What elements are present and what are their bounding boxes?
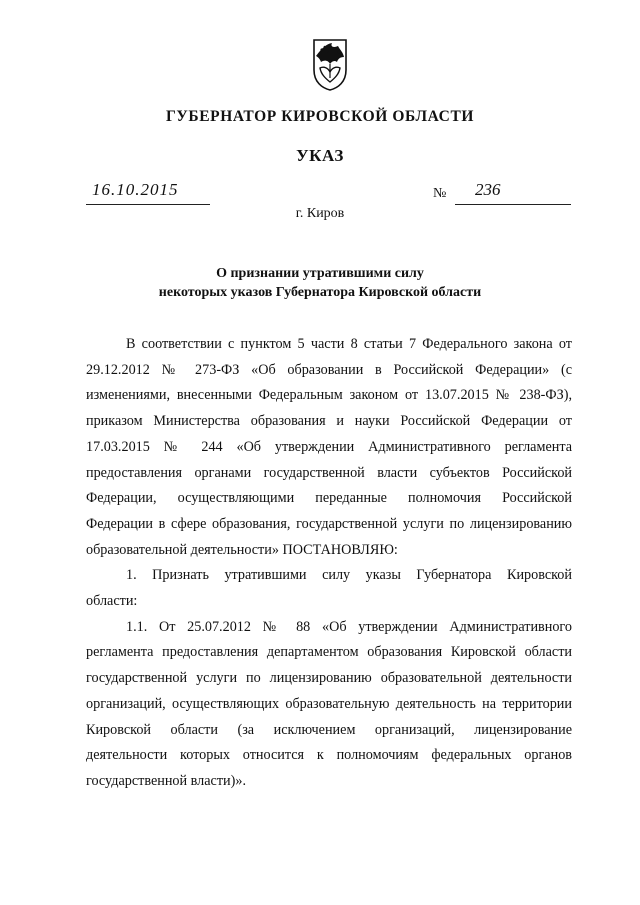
body-line: приказом Министерства образования и науки Российской Федерации от	[86, 413, 572, 430]
body-line: изменениями, внесенными Федеральным законом от 13.07.2015 № 238-ФЗ),	[86, 387, 572, 404]
body-line: 1. Признать утратившими силу указы Губернатора Кировской	[126, 567, 572, 584]
body-line: образовательной деятельности» ПОСТАНОВЛЯЮ:	[86, 541, 398, 558]
body-line: В соответствии с пунктом 5 части 8 статьи 7 Федерального закона от	[126, 336, 572, 352]
body-line: 1.1. От 25.07.2012 № 88 «Об утверждении Административного	[126, 618, 572, 635]
body-line: Федерации в сфере образования, государственной услуги по лицензированию	[86, 515, 572, 532]
decree-date-value: 16.10.2015	[92, 180, 179, 199]
decree-number	[455, 180, 571, 205]
body-line: области:	[86, 593, 138, 610]
body-line: Федерации, осуществляющими переданные полномочия Российской	[86, 490, 572, 507]
body-line: 29.12.2012 № 273-ФЗ «Об образовании в Российской Федерации» (с	[86, 361, 572, 378]
document-title-line: некоторых указов Губернатора Кировской области	[158, 285, 482, 300]
body-line: государственной власти)».	[86, 772, 247, 789]
body-line: государственной услуги по лицензированию образовательной деятельности	[86, 670, 572, 687]
body-line: предоставления органами государственной власти субъектов Российской	[86, 464, 572, 481]
body-line: регламента предоставления департаментом образования Кировской области	[86, 644, 572, 661]
document-type: УКАЗ	[296, 146, 344, 165]
body-line: организаций, осуществляющих образовательную деятельность на территории	[86, 695, 572, 712]
body-line: Кировской области (за исключением организаций, лицензирование	[86, 721, 572, 738]
document-title	[60, 264, 580, 302]
body-line: деятельности которых относится к полномочиям федеральных органов	[86, 747, 572, 764]
document-body	[86, 332, 572, 795]
document-title-line: О признании утратившими силу	[216, 266, 424, 281]
body-line: 17.03.2015 № 244 «Об утверждении Административного регламента	[86, 438, 572, 455]
decree-number-label: №	[433, 186, 447, 201]
decree-number-value: 236	[475, 180, 501, 199]
coat-of-arms-icon	[310, 38, 350, 92]
decree-date	[86, 180, 210, 205]
issue-city: г. Киров	[295, 206, 345, 221]
issuing-authority: ГУБЕРНАТОР КИРОВСКОЙ ОБЛАСТИ	[165, 108, 475, 125]
